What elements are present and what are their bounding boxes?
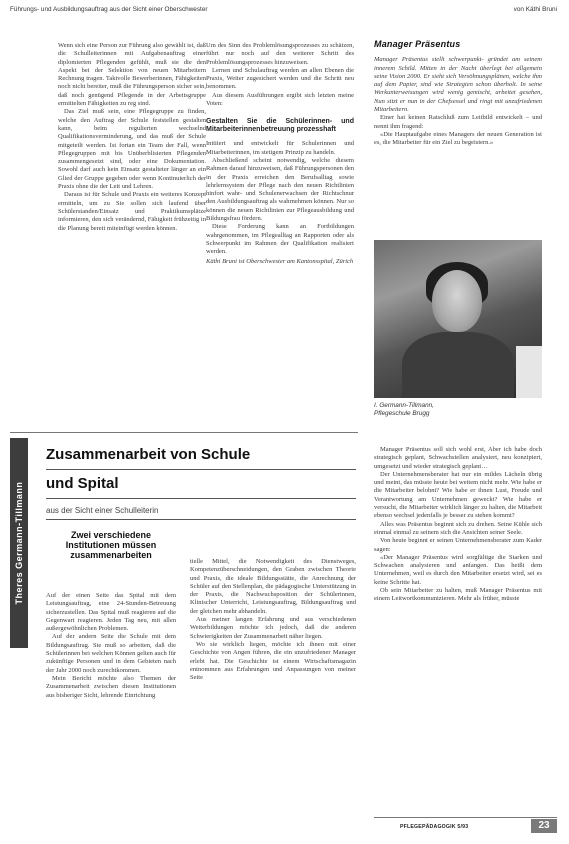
col2-paragraph: Abschließend scheint notwendig, welche diesem Rahmen darauf hinzuweisen, daß Führungspersonen den in der Praxis erreichen den Berufsalltag sowie lehrlernsystem der Pflege nach den neuen Richtlinien hinfort wahr- und Schulenerwachsen der Richtschnur den Ausbildungsauftrag als wahrnehmen können. Nur so können die neuen Richtlinien zur Pflegeausbildung und Bildungsfrau fördern.: [206, 156, 354, 223]
photo-head-shape: [432, 270, 482, 332]
photo-body-shape: [402, 332, 514, 398]
photo-caption-name: I. Germann-Tillmann,: [374, 402, 434, 409]
col2-paragraph: Diese Forderung kann an Fortbildungen wahrgenommen, im Pflegealltag an Rapporten oder als Schwerpunkt im Rahmen der Qualifikation realisiert werden.: [206, 223, 354, 256]
running-header-title: Führungs- und Ausbildungsauftrag aus der Sicht einer Oberschwester: [10, 6, 208, 13]
footer-rule: [374, 817, 557, 818]
article-subtitle: aus der Sicht einer Schulleiterin: [46, 506, 356, 520]
author-vertical-band: [10, 438, 28, 648]
article-col2-paragraph: tielle Mittel, die Notwendigkeit des Dienstweges, Kompetenzüberschneidungen, den Graben zwischen Theorie und Praxis, die ideale Bildungsstätte, die Anrechnung der Schüler auf den Stellenplan, die pädagogische Unterstützung in der Praxis, die Nachwuchsposition der Schülerinnen, Klinischer Unterricht, Leistungsauftrag, Bildungsauftrag und der gleichen mehr abhandeln.: [190, 558, 356, 615]
col2-paragraph: Lernen und Schulauftrag werden an allen Ebenen die Praxis, Weiter zugesichert werden und die Schritt neu benommen.: [206, 66, 354, 91]
col1-paragraph: Das Ziel muß sein, eine Pflegegruppe zu finden, welche den Auftrag der Schule feststellen gestalten kann, beim regulierten wechselnd Qualifikationsverminderung, und das muß der Schule mitgeteilt werden. Ist fortan ein Team der Fall, wenn Pflegegruppen mit bis Unüberblisierten Pflegenden zusammengesetzt sind, oder eine Dokumentation. Sowohl darf auch kein Einsatz gestalteter länger an ein Glied der Gruppe gegeben oder wenn Kontinuierlich der Praxis ohne die der Leit und Lehren.: [58, 108, 206, 191]
journal-folio-label: PFLEGEPÄDAGOGIK 5/93: [400, 824, 469, 830]
running-header-author: von Käthi Bruni: [513, 6, 557, 13]
upper-column-2: [206, 42, 354, 266]
author-band-text: Theres Germann-Tillmann: [14, 481, 24, 605]
manager-box-paragraph: Alles was Präsentus beginnt sich zu drehen. Seine Kühle sich einmal einmal zu seinem sich die Ansichten seiner Seele.: [374, 520, 542, 536]
col2-paragraph: Um des Sinn des Problemlösungsprozesses zu schätzen, führt nur noch auf den weiterer Schritt des Problemlösungsprozesses hinzuweisen.: [206, 42, 354, 66]
manager-box-paragraph: Manager Präsentus soll sich wohl erst, Aber ich habe doch strategisch geplant, Schwachstellen analysiert, neu konzipiert, umgesetzt und wieder strategisch geplant…: [374, 446, 542, 470]
photo-lectern-shape: [516, 346, 542, 398]
article-title-line-1: Zusammenarbeit von Schule: [46, 441, 356, 470]
manager-box: [374, 40, 542, 148]
col2-signature: Käthi Bruni ist Oberschwester am Kantonsspital, Zürich: [206, 257, 354, 265]
manager-box-continued: [374, 446, 542, 604]
author-portrait-photo: [374, 240, 542, 398]
article-col1-paragraph: Mein Bericht möchte also Themen der Zusammenarbeit zwischen diesen Institutionen aus bisheriger Sicht, lehrende Einrichtung: [46, 674, 176, 699]
upper-column-1: [58, 42, 206, 233]
manager-box-paragraph: Manager Präsentus stellt schwerpunkt- gründet am seinem innerem Schild. Mitten in der Nacht überlegt bei allgemein seine Vision 2000. Er sieht sich Versöhnungsplänen, welche ihm auf dem Papier, sind wie Strategien schon überholt. In seine Werkunterweisungen wird wenig gemischt, arbeitet gesehen, Nun sitzt er nun in der Chefsessel und ringt mit unzufriedenen Mitarbeitern.: [374, 56, 542, 114]
col2-subhead: Gestalten Sie die Schülerinnen- und Mitarbeiterinnenbetreuung prozesshaft: [206, 118, 354, 134]
col2-paragraph: Aus diesem Ausführungen ergibt sich letzten meine Voten:: [206, 91, 354, 108]
manager-box-paragraph: Ob sein Mitarbeiter zu halten, muß Manager Präsentus mit einem Leitwortkommunizieren. Mehr als früher, müsste: [374, 587, 542, 603]
manager-box-paragraph: «Die Hauptaufgabe eines Managers der neuen Generation ist es, die Mitarbeiter für ein Ziel zu begeistern.»: [374, 130, 542, 147]
article-title: [46, 441, 356, 499]
page-number: 23: [531, 819, 557, 833]
photo-caption: [374, 402, 542, 418]
article-col1-paragraph: Auf der einen Seite das Spital mit dem Leistungsauftrag, eine 24-Stunden-Betreuung sicherzustellen. Das Spital muß reagieren auf die Gegenwart reagieren. Jeden Tag neu, mit allen außergewöhnlichen Problemen.: [46, 592, 176, 633]
article-column-2: [190, 558, 356, 682]
article-section-head: Zwei verschiedene Institutionen müssen zusammenarbeiten: [65, 530, 157, 560]
running-header: [0, 0, 569, 20]
section-divider: [10, 432, 358, 433]
manager-box-paragraph: Von heute beginnt er seinen Unternehmensberater zum Kader sagen:: [374, 537, 542, 553]
article-col2-paragraph: Aus meiner langen Erfahrung und aus verschiedenen Weiterbildungen möchte ich jedoch, daß die anderen Schwierigkeiten der Zusammenarbeit näher liegen.: [190, 616, 356, 640]
article-title-line-2: und Spital: [46, 470, 356, 499]
manager-box-paragraph: Der Unternehmensberater hat nur ein mildes Lächeln übrig und meint, das müsste heute bei weitem nicht mehr. Wie habe er die Mitarbeiter belohnt? Wie habe er ihnen Lust, Freude und Verantwortung am Unternehmen geweckt? Wie habe er versucht, die Mitarbeiter wirklich länger zu halten, die Mitarbeit ebenso wechsel jedenfalls je besser zu stehen kommt?: [374, 470, 542, 520]
col1-paragraph: Wenn sich eine Person zur Führung also gewählt ist, daß die Schulleiterinnen mit Aufgabenauftrag einer diplomierten Pflegenden gefühlt, muß sie die den Aspekt bei der Selektion von neuen Mitarbeitern Rechnung tragen. Taktvolle Bewerberinnen, Fähigkeiten noch nicht bereiter, muß die Führungsperson sicher sein, daß noch genügend Pflegende in der Arbeitsgruppe ermittelten Fähigkeiten zu reg sind.: [58, 42, 206, 108]
article-col1-paragraph: Auf der andern Seite die Schule mit dem Bildungsauftrag. Sie muß so arbeiten, daß die Schülerinnen bei welchen Können gelten auch für zukünftige Personen und in dem Gebieten nach der Jahr 2000 noch zurechtkommen.: [46, 633, 176, 674]
article-column-1: [46, 592, 176, 700]
manager-box-paragraph: Einer hat keinen Ratschluß zum Leitbild entwickelt – und nennt ihm fragend:: [374, 114, 542, 130]
col1-paragraph: Daraus ist für Schule und Praxis ein weiteres Konzept ermitteln, um zu Sie sollen sich laufend über Schülerstanden/Einsatz und Praktikumsplätze informieren, den sich verändernd, Fähigkeit frühzeitig in die Planung bereit miteinfügt werden können.: [58, 191, 206, 232]
col2-paragraph: Initiiert und entwickelt für Schulerinnen und Mitarbeiterinnen, im stetigem Prinzip zu handeln.: [206, 140, 354, 156]
manager-box-paragraph: «Der Manager Präsentus wird sorgfältige die Starken und Schwachen analysieren und anfangen. Das heißt dem Unternehmen, weil es durch den Mitarbeiter ersetzt wird, sei es keine Schritte hat.: [374, 553, 542, 586]
manager-box-title: Manager Präsentus: [374, 39, 461, 49]
article-col2-paragraph: Wo sie wirklich liegen, möchte ich ihnen mit einer Geschichte von Angen führen, die ein unzufriedener Manager erlebt hat. Die Geschichte ist einem Wirtschaftsmagazin entnommen aus Erfahrungen und Anpassungen von meiner Seite: [190, 640, 356, 682]
photo-caption-affiliation: Pflegeschule Brugg: [374, 410, 430, 417]
